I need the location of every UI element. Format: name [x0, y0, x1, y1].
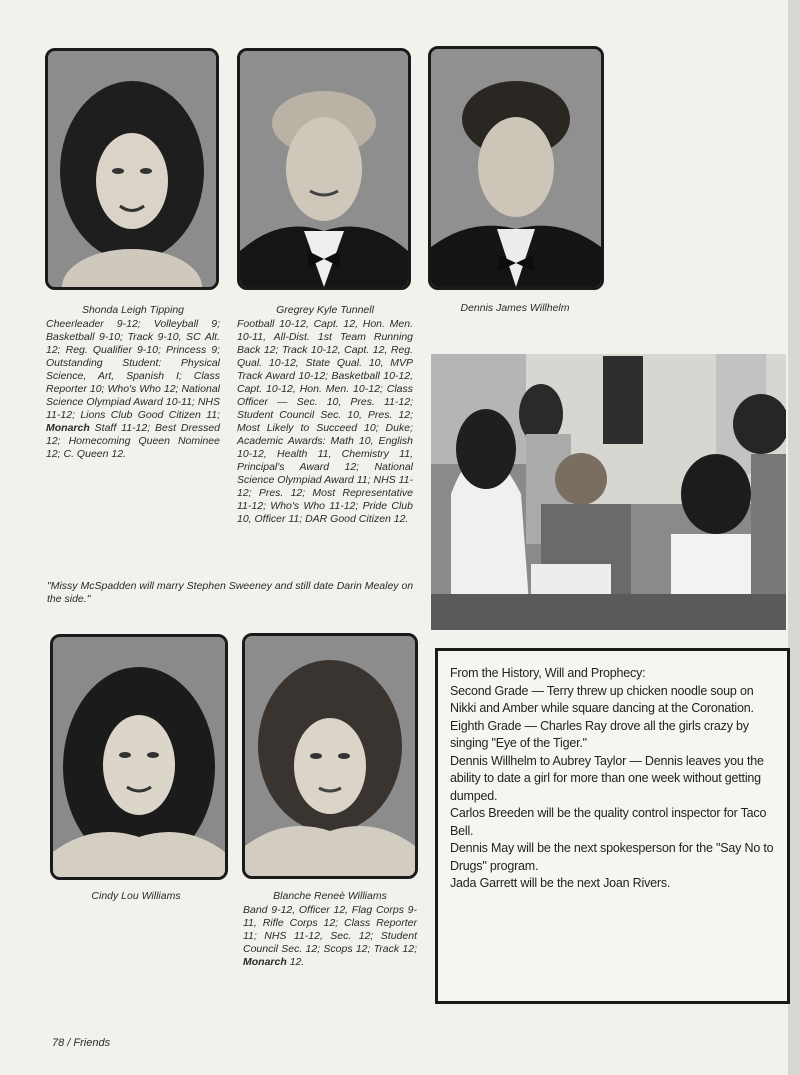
prophecy-line: Dennis Willhelm to Aubrey Taylor — Dennis leaves you the ability to date a girl for more than one week without getting dumped.: [450, 753, 764, 803]
caption-cindy: Cindy Lou Williams: [91, 890, 181, 902]
caption-gregrey: [237, 304, 413, 526]
portrait-dennis: [428, 46, 604, 290]
senior-activities: Cheerleader 9-12; Volleyball 9; Basketball 9-10; Track 9-10, SC Alt. 12; Reg. Qualifier 9-10; Princess 9; Outstanding Student: Physical Science, Art, Spanish I; Class Reporter 10; Who's Who 12; National Science Olympiad Award 10-11; NHS 11-12; Lions Club Good Citizen 11;: [46, 318, 220, 421]
senior-activities-cont: 12.: [289, 956, 305, 968]
prophecy-line: Eighth Grade — Charles Ray drove all the girls crazy by singing "Eye of the Tiger.": [450, 718, 749, 750]
senior-activities: Band 9-12, Officer 12, Flag Corps 9-11, Rifle Corps 12; Class Reporter 11; NHS 11-12, Sec. 12; Student Council Sec. 12; Scops 12; Track 12;: [243, 904, 417, 955]
monarch-label: Monarch: [46, 422, 90, 434]
senior-name: Gregrey Kyle Tunnell: [276, 304, 374, 316]
portrait-cindy: [50, 634, 228, 880]
prophecy-line: Jada Garrett will be the next Joan Rivers.: [450, 876, 671, 890]
prophecy-line: Dennis May will be the next spokesperson for the "Say No to Drugs" program.: [450, 841, 774, 873]
prophecy-heading: From the History, Will and Prophecy:: [450, 666, 646, 680]
portrait-shonda: [45, 48, 219, 290]
senior-activities-cont: Staff 11-12; Best Dressed 12; Homecoming Queen Nominee 12; C. Queen 12.: [46, 422, 220, 460]
senior-name: Blanche Reneè Williams: [273, 890, 387, 902]
prophecy-line: Carlos Breeden will be the quality control inspector for Taco Bell.: [450, 806, 767, 838]
caption-blanche: [243, 890, 417, 969]
portrait-gregrey: [237, 48, 411, 290]
history-will-prophecy-box: [435, 648, 790, 1004]
senior-quote: "Missy McSpadden will marry Stephen Sweeney and still date Darin Mealey on the side.": [47, 580, 414, 605]
prophecy-line: Second Grade — Terry threw up chicken noodle soup on Nikki and Amber while square dancing at the Coronation.: [450, 683, 754, 715]
caption-shonda: [46, 304, 220, 461]
caption-dennis: Dennis James Willhelm: [460, 302, 570, 314]
senior-activities: Football 10-12, Capt. 12, Hon. Men. 10-11, All-Dist. 1st Team Running Back 12; Track 10-12, Capt. 12, Reg. Qual. 10-12, State Qual. 10, MVP Track Award 10-12; Basketball 10-12, Capt. 10-12, Hon. Men. 10-12; Class Officer — Sec. 10, Pres. 11-12; Student Council Sec. 10, Pres. 12; Most Likely to Succeed 10; Duke; Academic Awards: Math 10, English 10-12, Health 11, Chemistry 11, Principal's Award 12; National Science Olympiad Award 11; NHS 11-12; Pres. 12; Most Representative 11-12; Who's Who 11-12; Pride Club 10, Officer 11; DAR Good Citizen 12.: [237, 318, 413, 525]
candid-classroom-photo: [431, 354, 786, 630]
portrait-blanche: [242, 633, 418, 879]
senior-name: Shonda Leigh Tipping: [81, 304, 185, 316]
monarch-label: Monarch: [243, 956, 287, 968]
page-folio: 78 / Friends: [52, 1037, 111, 1049]
prophecy-text: [450, 665, 778, 893]
